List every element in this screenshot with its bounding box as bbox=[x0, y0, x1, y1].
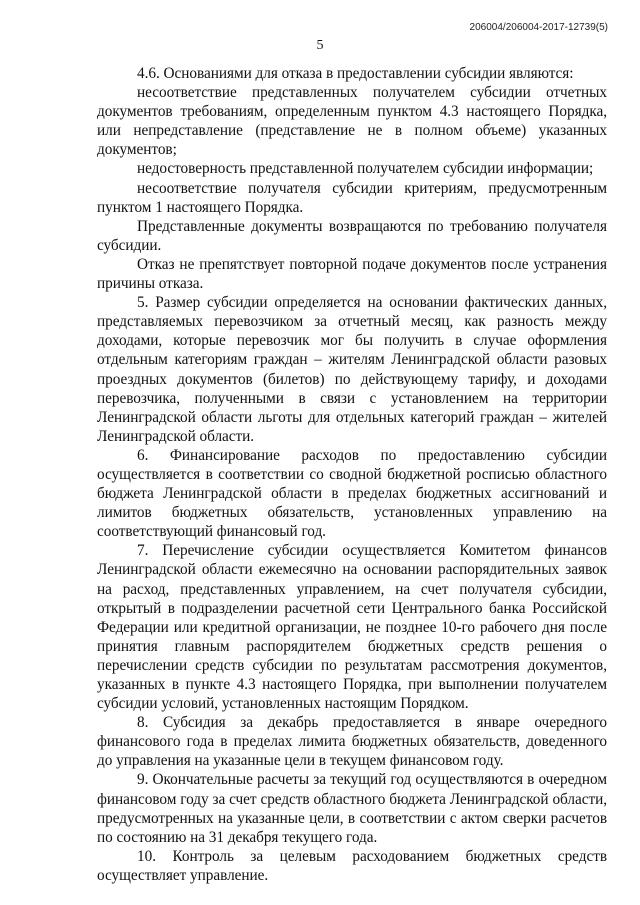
paragraph-documents-returned: Представленные документы возвращаются по требованию получателя субсидии. bbox=[97, 217, 607, 254]
document-body bbox=[97, 64, 607, 885]
paragraph-non-compliance-criteria: несоответствие получателя субсидии критериям, предусмотренным пунктом 1 настоящего Порядка. bbox=[97, 179, 607, 216]
paragraph-refusal-resubmission: Отказ не препятствует повторной подаче документов после устранения причины отказа. bbox=[97, 255, 607, 293]
paragraph-7: 7. Перечисление субсидии осуществляется Комитетом финансов Ленинградской области ежемесячно на основании распорядительных заявок на расход, представленных управлением, на счет получателя субсидии, открытый в подразделении расчетной сети Центрального банка Российской Федерации или кредитной организации, не позднее 10-го рабочего дня после принятия главным распорядителем бюджетных средств решения о перечислении средств субсидии по результатам рассмотрения документов, указанных в пункте 4.3 настоящего Порядка, при выполнении получателем субсидии условий, установленных настоящим Порядком. bbox=[97, 542, 607, 713]
paragraph-5: 5. Размер субсидии определяется на основании фактических данных, представляемых перевозчиком за отчетный месяц, как разность между доходами, которые перевозчик мог бы получить в случае оформления отдельным категориям граждан – жителям Ленинградской области разовых проездных документов (билетов) по действующему тарифу, и доходами перевозчика, полученными в связи с установлением на территории Ленинградской области льготы для отдельных категорий граждан – жителей Ленинградской области. bbox=[97, 294, 607, 445]
paragraph-6: 6. Финансирование расходов по предоставлению субсидии осуществляется в соответствии со сводной бюджетной росписью областного бюджета Ленинградской области в пределах бюджетных ассигнований и лимитов бюджетных обязательств, установленных управлению на соответствующий финансовый год. bbox=[97, 446, 607, 541]
page-number: 5 bbox=[316, 38, 324, 53]
paragraph-4-6: 4.6. Основаниями для отказа в предоставлении субсидии являются: bbox=[137, 65, 574, 82]
paragraph-non-compliance-documents: несоответствие представленных получателем субсидии отчетных документов требованиям, определенным пунктом 4.3 настоящего Порядка, или непредставление (представление не в полном объеме) указанных документов; bbox=[97, 84, 607, 159]
document-id: 206004/206004-2017-12739(5) bbox=[469, 22, 608, 33]
paragraph-8: 8. Субсидия за декабрь предоставляется в январе очередного финансового года в пределах лимита бюджетных обязательств, доведенного до управления на указанные цели в текущем финансовом году. bbox=[97, 714, 607, 770]
paragraph-10: 10. Контроль за целевым расходованием бюджетных средств осуществляет управление. bbox=[97, 847, 607, 884]
paragraph-9: 9. Окончательные расчеты за текущий год осуществляются в очередном финансовом году за счет средств областного бюджета Ленинградской области, предусмотренных на указанные цели, в соответствии с актом сверки расчетов по состоянию на 31 декабря текущего года. bbox=[97, 771, 607, 846]
paragraph-unreliable-info: недостоверность представленной получателем субсидии информации; bbox=[137, 160, 594, 178]
